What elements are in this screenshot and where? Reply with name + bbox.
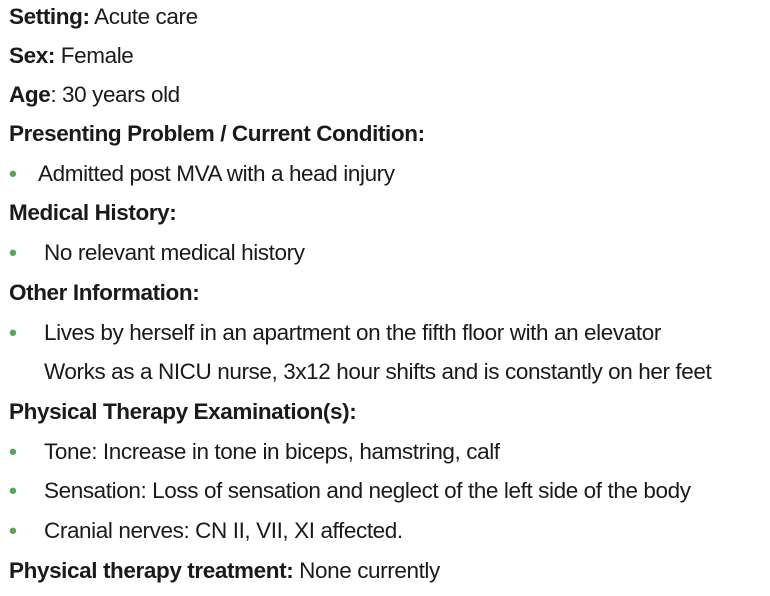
bullet-text: Tone: Increase in tone in biceps, hamstring, calf: [44, 439, 500, 464]
pt-treatment-line: [9, 556, 440, 586]
other-information-heading: Other Information:: [9, 280, 200, 305]
pt-treatment-label: Physical therapy treatment:: [9, 558, 294, 583]
setting-value: Acute care: [89, 4, 198, 29]
bullet-icon: •: [9, 439, 17, 464]
medical-history-heading: Medical History:: [9, 200, 177, 225]
setting-label: Setting:: [9, 4, 90, 29]
sex-line: [9, 41, 133, 71]
sex-label: Sex:: [9, 43, 55, 68]
bullet-icon: •: [9, 478, 17, 503]
bullet-text: Sensation: Loss of sensation and neglect of the left side of the body: [44, 478, 691, 503]
pt-examination-heading: Physical Therapy Examination(s):: [9, 399, 357, 424]
age-label: Age: [9, 82, 51, 107]
bullet-text: Admitted post MVA with a head injury: [38, 161, 395, 186]
bullet-text: Lives by herself in an apartment on the fifth floor with an elevator: [44, 320, 661, 345]
sex-value: Female: [54, 43, 134, 68]
setting-line: [9, 2, 198, 32]
bullet-text: Cranial nerves: CN II, VII, XI affected.: [44, 518, 403, 543]
presenting-problem-heading: Presenting Problem / Current Condition:: [9, 121, 425, 146]
bullet-icon: •: [9, 320, 17, 345]
age-value: : 30 years old: [50, 82, 180, 107]
bullet-icon: •: [9, 240, 17, 265]
age-line: [9, 80, 180, 110]
bullet-text: No relevant medical history: [44, 240, 305, 265]
other-information-continuation: Works as a NICU nurse, 3x12 hour shifts and is constantly on her feet: [44, 359, 712, 384]
bullet-icon: •: [9, 161, 17, 186]
bullet-icon: •: [9, 518, 17, 543]
pt-treatment-value: None currently: [293, 558, 440, 583]
